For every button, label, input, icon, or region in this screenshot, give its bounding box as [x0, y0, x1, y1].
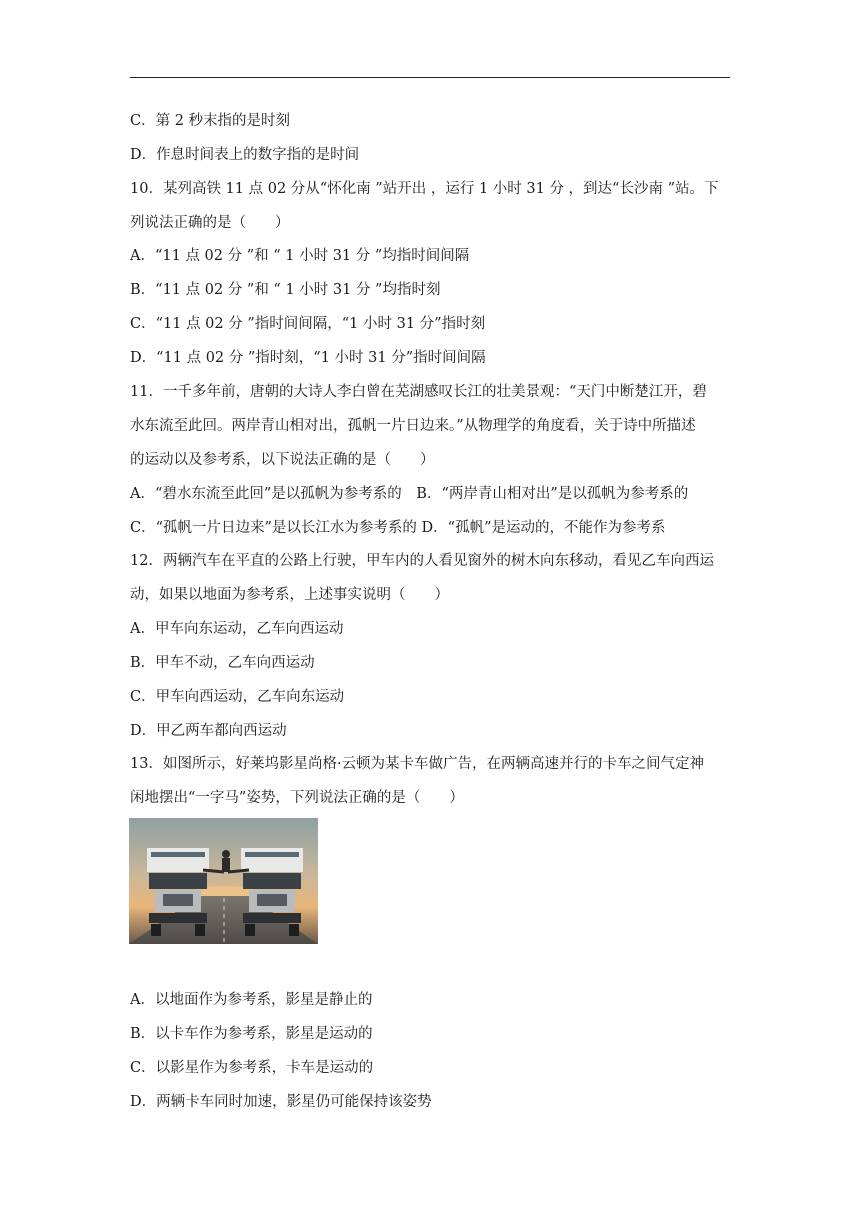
- q12-stem-line-1: 12．两辆汽车在平直的公路上行驶，甲车内的人看见窗外的树木向东移动，看见乙车向西运: [130, 553, 714, 569]
- q11-options-ab: A．“碧水东流至此回”是以孤帆为参考系的 B．“两岸青山相对出”是以孤帆为参考系的: [130, 486, 689, 502]
- q9-option-c: C．第 2 秒末指的是时刻: [130, 113, 291, 129]
- q12-stem-line-2: 动，如果以地面为参考系，上述事实说明（ ）: [130, 587, 449, 603]
- header-rule: [130, 77, 730, 78]
- q12-option-b: B．甲车不动，乙车向西运动: [130, 655, 315, 671]
- q10-stem-line-1: 10．某列高铁 11 点 02 分从“怀化南 ”站开出 ，运行 1 小时 31 分 ，到达“长沙南 ”站。下: [130, 181, 719, 197]
- q12-option-a: A．甲车向东运动，乙车向西运动: [130, 621, 344, 637]
- q11-stem-line-2: 水东流至此回。两岸青山相对出，孤帆一片日边来。”从物理学的角度看，关于诗中所描述: [130, 418, 696, 434]
- q13-option-a: A．以地面作为参考系，影星是静止的: [130, 992, 373, 1008]
- q10-option-a: A．“11 点 02 分 ”和 “ 1 小时 31 分 ”均指时间间隔: [130, 248, 470, 264]
- q13-stem-line-1: 13．如图所示，好莱坞影星尚格·云顿为某卡车做广告，在两辆高速并行的卡车之间气定神: [130, 756, 705, 772]
- q11-options-cd: C．“孤帆一片日边来”是以长江水为参考系的 D．“孤帆”是运动的，不能作为参考系: [130, 520, 666, 536]
- q13-stem-line-2: 闲地摆出“一字马”姿势，下列说法正确的是（ ）: [130, 790, 464, 806]
- q10-option-b: B．“11 点 02 分 ”和 “ 1 小时 31 分 ”均指时刻: [130, 282, 441, 298]
- q13-option-d: D．两辆卡车同时加速，影星仍可能保持该姿势: [130, 1094, 432, 1110]
- q12-option-d: D．甲乙两车都向西运动: [130, 723, 287, 739]
- q10-option-d: D．“11 点 02 分 ”指时刻，“1 小时 31 分”指时间间隔: [130, 350, 486, 366]
- q10-stem-line-2: 列说法正确的是（ ）: [130, 215, 290, 231]
- q9-option-d: D．作息时间表上的数字指的是时间: [130, 147, 360, 163]
- q12-option-c: C．甲车向西运动，乙车向东运动: [130, 689, 345, 705]
- q11-stem-line-1: 11．一千多年前，唐朝的大诗人李白曾在芜湖感叹长江的壮美景观：“天门中断楚江开，碧: [130, 384, 707, 400]
- q10-option-c: C．“11 点 02 分 ”指时间间隔，“1 小时 31 分”指时刻: [130, 316, 486, 332]
- truck-split-photo: [129, 818, 318, 944]
- q13-option-c: C．以影星作为参考系，卡车是运动的: [130, 1060, 374, 1076]
- q11-stem-line-3: 的运动以及参考系，以下说法正确的是（ ）: [130, 452, 435, 468]
- q13-option-b: B．以卡车作为参考系，影星是运动的: [130, 1026, 373, 1042]
